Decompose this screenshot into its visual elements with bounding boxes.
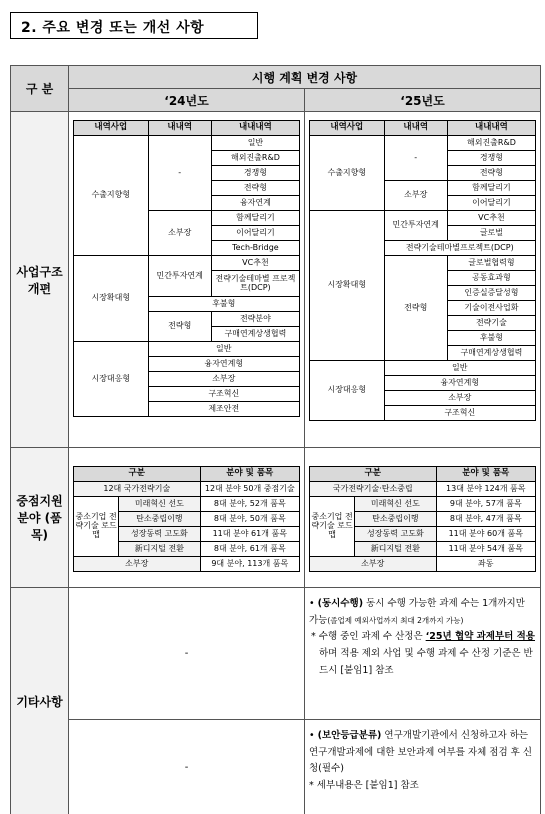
list-item: 전략기술: [447, 316, 535, 331]
list-item: 전략기술테마별 프로젝트(DCP): [211, 271, 299, 297]
list-item: Tech-Bridge: [211, 241, 299, 256]
national-tech: 12대 국가전략기술: [74, 482, 201, 497]
concurrent-note: [305, 588, 540, 679]
list-item: 글로벌: [447, 226, 535, 241]
list-item: 제조안전: [148, 402, 299, 417]
section-title-box: [10, 12, 258, 39]
sobu-label: 소부장: [74, 557, 201, 572]
roadmap-value: 8대 분야, 50개 품목: [200, 512, 299, 527]
roadmap-value: 8대 분야, 47개 품목: [436, 512, 535, 527]
other-2025-note-1: [305, 588, 541, 720]
roadmap-item: 성장동력 고도화: [119, 527, 200, 542]
list-item: 공동효과형: [447, 271, 535, 286]
focus-2024-table: [73, 466, 300, 572]
sobu-value: 9대 분야, 113개 품목: [200, 557, 299, 572]
roadmap-item: 성장동력 고도화: [355, 527, 436, 542]
list-item: 구매연계상생협력: [447, 346, 535, 361]
roadmap-item: 新디지털 전환: [355, 542, 436, 557]
col-category: 구분: [310, 467, 437, 482]
list-item: 글로벌협력형: [447, 256, 535, 271]
list-item: 일반: [211, 136, 299, 151]
sub-note: * 수행 중인 과제 수 산정은: [311, 631, 426, 643]
list-item: 융자연계형: [384, 376, 535, 391]
sub-dash: -: [384, 136, 447, 181]
list-item: 후불형: [447, 331, 535, 346]
col-field: 분야 및 품목: [436, 467, 535, 482]
sub-note: 하며 적용 제외 사업 및 수행 과제 수 산정 기준은 반드시 [붙임1] 참조: [319, 647, 533, 676]
roadmap-group: 중소기업 전략기술 로드맵: [310, 497, 355, 557]
list-item: 구매연계상생협력: [211, 327, 299, 342]
list-item: 해외진출R&D: [447, 136, 535, 151]
structure-2025-table: [309, 120, 536, 421]
roadmap-value: 11대 분야 61개 품목: [200, 527, 299, 542]
list-item: 융자연계: [211, 196, 299, 211]
other-2024-dash-2: -: [69, 720, 305, 814]
list-item: 일반: [148, 342, 299, 357]
sub-vc: 민간투자연계: [148, 256, 211, 297]
structure-2024-table: [73, 120, 300, 417]
list-item: 융자연계형: [148, 357, 299, 372]
list-item: 구조혁신: [148, 387, 299, 402]
national-tech: 국가전략기술·탄소중립: [310, 482, 437, 497]
security-note: [305, 720, 540, 795]
structure-2024-cell: [69, 112, 305, 448]
header-change: 시행 계획 변경 사항: [69, 66, 541, 89]
other-2025-note-2: [305, 720, 541, 814]
col-sub: 내내역: [384, 121, 447, 136]
bullet: •: [309, 598, 315, 609]
col-program: 내역사업: [74, 121, 149, 136]
sub-strategic: 전략형: [384, 256, 447, 361]
sub-vc: 민간투자연계: [384, 211, 447, 241]
other-2024-dash-1: -: [69, 588, 305, 720]
section-title: 2. 주요 변경 또는 개선 사항: [21, 20, 205, 36]
sub-after: 후불형: [148, 297, 299, 312]
col-subsub: 내내내역: [211, 121, 299, 136]
focus-2024-cell: [69, 448, 305, 588]
row-label-structure: 사업구조 개편: [11, 112, 69, 448]
roadmap-item: 탄소중립이행: [119, 512, 200, 527]
col-sub: 내내역: [148, 121, 211, 136]
program-expand: 시장확대형: [74, 256, 149, 342]
sub-sobu: 소부장: [148, 211, 211, 256]
sobu-value: 좌동: [436, 557, 535, 572]
list-item: 구조혁신: [384, 406, 535, 421]
col-program: 내역사업: [310, 121, 385, 136]
header-2024: ‘24년도: [69, 89, 305, 112]
roadmap-value: 8대 분야, 52개 품목: [200, 497, 299, 512]
sub-dcp: 전략기술테마별프로젝트(DCP): [384, 241, 535, 256]
list-item: 이어달리기: [447, 196, 535, 211]
program-response: 시장대응형: [74, 342, 149, 417]
roadmap-item: 탄소중립이행: [355, 512, 436, 527]
row-label-other: 기타사항: [11, 588, 69, 814]
note-heading: (보안등급분류): [317, 730, 382, 741]
roadmap-item: 新디지털 전환: [119, 542, 200, 557]
focus-2025-cell: [305, 448, 541, 588]
col-field: 분야 및 품목: [200, 467, 299, 482]
national-tech-value: 12대 분야 50개 중점기술: [200, 482, 299, 497]
structure-2025-cell: [305, 112, 541, 448]
list-item: 이어달리기: [211, 226, 299, 241]
list-item: 소부장: [148, 372, 299, 387]
row-label-focus: 중점지원 분야 (품목): [11, 448, 69, 588]
list-item: 경쟁형: [447, 151, 535, 166]
header-2025: ‘25년도: [305, 89, 541, 112]
list-item: 일반: [384, 361, 535, 376]
sobu-label: 소부장: [310, 557, 437, 572]
list-item: VC추천: [211, 256, 299, 271]
focus-2025-table: [309, 466, 536, 572]
list-item: 전략형: [447, 166, 535, 181]
program-export: 수출지향형: [74, 136, 149, 256]
national-tech-value: 13대 분야 124개 품목: [436, 482, 535, 497]
col-subsub: 내내내역: [447, 121, 535, 136]
roadmap-value: 11대 분야 60개 품목: [436, 527, 535, 542]
bullet: •: [309, 730, 315, 741]
sub-sobu: 소부장: [384, 181, 447, 211]
sub-note-emphasis: ‘25년 협약 과제부터 적용: [425, 631, 535, 643]
note-small: (졸업제 예외사업까지 최대 2개까지 가능): [327, 615, 464, 625]
list-item: 전략분야: [211, 312, 299, 327]
program-response: 시장대응형: [310, 361, 385, 421]
header-category: 구 분: [11, 66, 69, 112]
roadmap-item: 미래혁신 선도: [355, 497, 436, 512]
sub-note: * 세부내용은 [붙임1] 참조: [309, 779, 419, 791]
note-text: 동시 수행 가능한 과제 수는 1개까지만 가능: [309, 598, 525, 626]
sub-dash: -: [148, 136, 211, 211]
list-item: 기술이전사업화: [447, 301, 535, 316]
list-item: 해외진출R&D: [211, 151, 299, 166]
list-item: 경쟁형: [211, 166, 299, 181]
title-corner-decoration: [257, 12, 277, 40]
roadmap-group: 중소기업 전략기술 로드맵: [74, 497, 119, 557]
roadmap-value: 9대 분야, 57개 품목: [436, 497, 535, 512]
roadmap-item: 미래혁신 선도: [119, 497, 200, 512]
change-table: [10, 65, 541, 814]
note-heading: (동시수행): [317, 598, 364, 609]
list-item: 인증실증달성형: [447, 286, 535, 301]
col-category: 구분: [74, 467, 201, 482]
list-item: 함께달리기: [211, 211, 299, 226]
list-item: 소부장: [384, 391, 535, 406]
sub-strategic: 전략형: [148, 312, 211, 342]
list-item: 함께달리기: [447, 181, 535, 196]
roadmap-value: 8대 분야, 61개 품목: [200, 542, 299, 557]
roadmap-value: 11대 분야 54개 품목: [436, 542, 535, 557]
program-expand: 시장확대형: [310, 211, 385, 361]
note-text: 연구개발기관에서 신청하고자 하는 연구개발과제에 대한 보안과제 여부를 자체 점검 후 신청(필수): [309, 730, 533, 775]
list-item: 전략형: [211, 181, 299, 196]
list-item: VC추천: [447, 211, 535, 226]
program-export: 수출지향형: [310, 136, 385, 211]
